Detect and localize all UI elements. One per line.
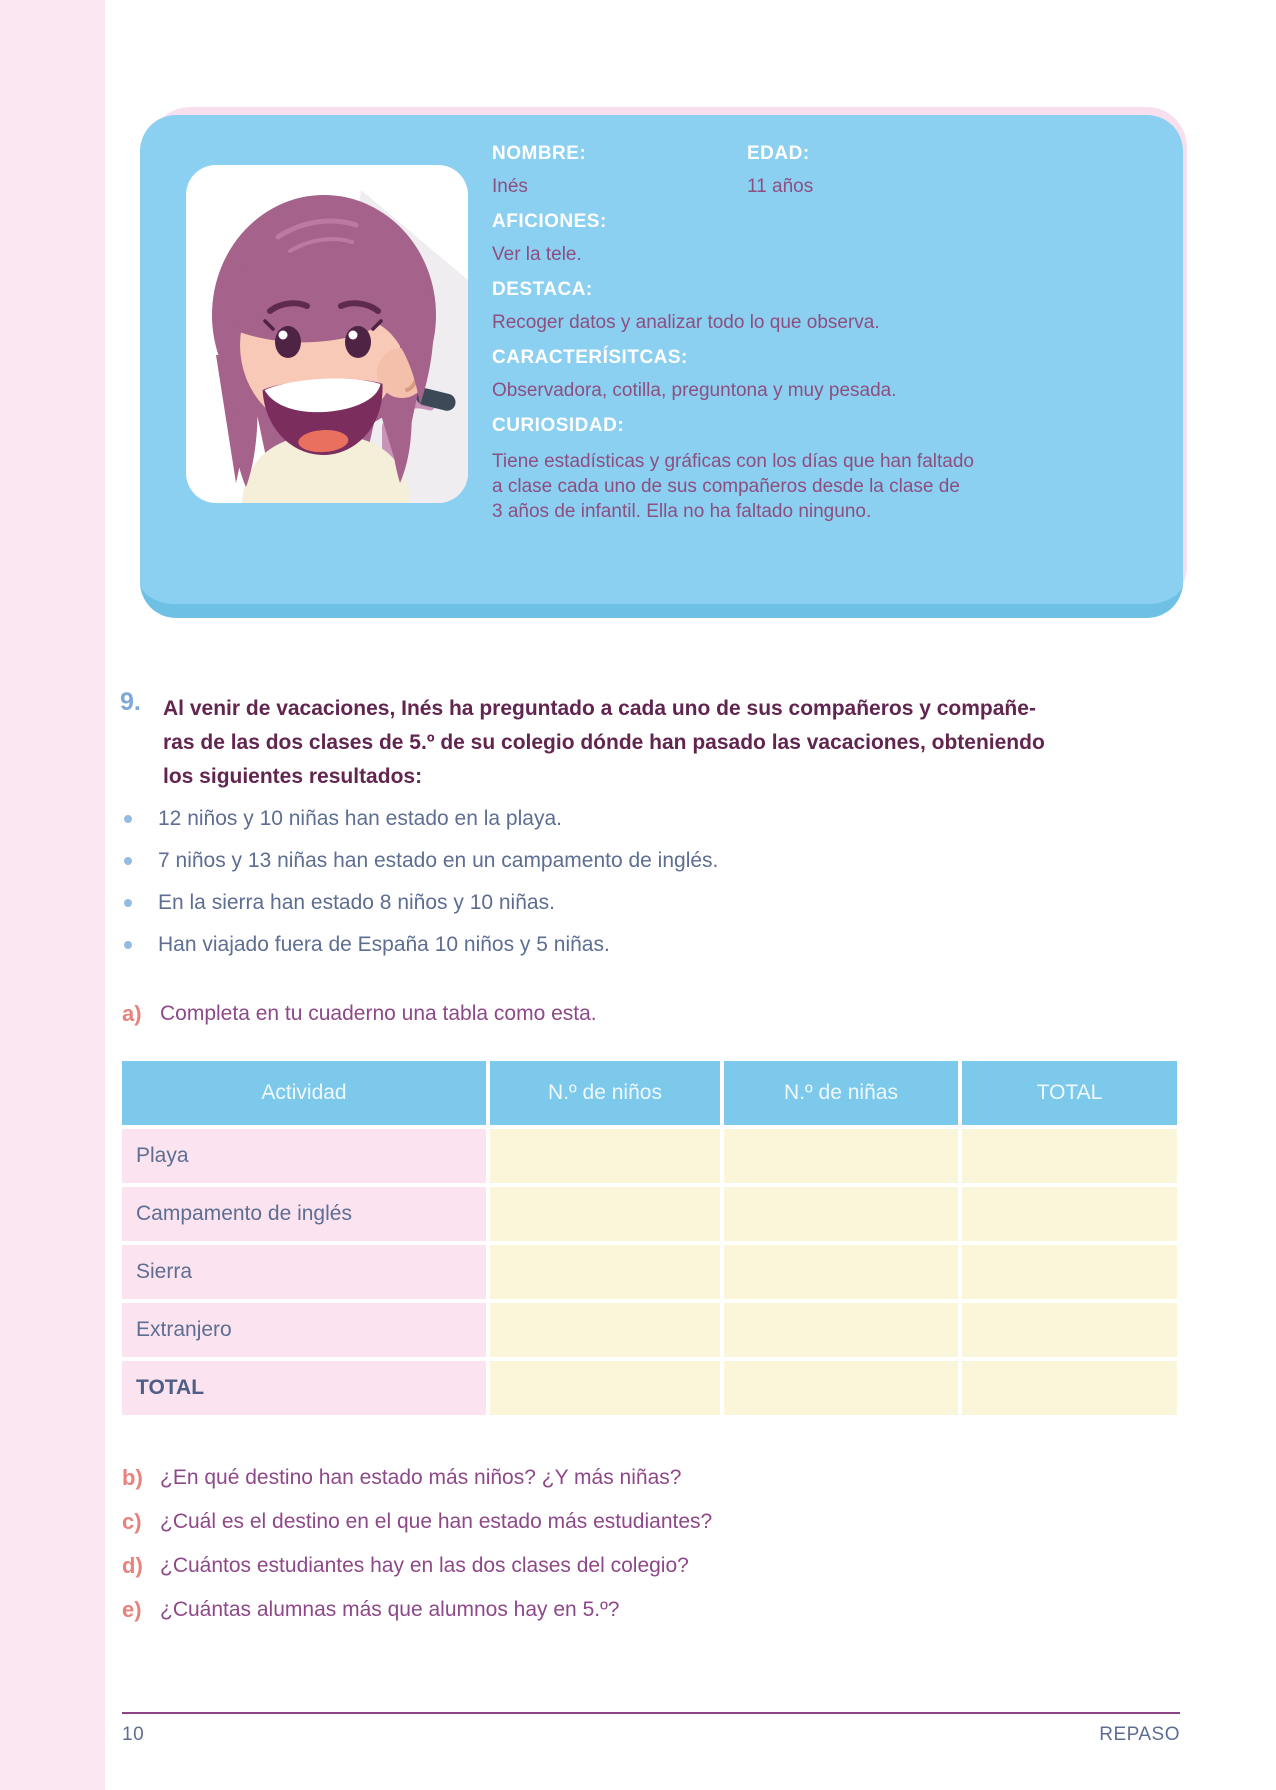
part-e (122, 1596, 619, 1623)
empty-cell (962, 1245, 1177, 1299)
empty-cell (490, 1361, 720, 1415)
field-value-edad: 11 años (747, 176, 814, 197)
row-label-playa: Playa (122, 1129, 486, 1183)
empty-cell (962, 1187, 1177, 1241)
part-c-letter: c) (122, 1509, 142, 1534)
field-label-destaca: DESTACA: (492, 279, 593, 300)
footer-page-number: 10 (122, 1724, 145, 1745)
row-label-sierra: Sierra (122, 1245, 486, 1299)
bullet-text: En la sierra han estado 8 niños y 10 niñas. (158, 891, 555, 914)
bullet-text: Han viajado fuera de España 10 niños y 5 niñas. (158, 933, 610, 956)
curiosidad-line-2: a clase cada uno de sus compañeros desde la clase de (492, 476, 960, 497)
data-bullet-list (124, 806, 718, 974)
list-item (124, 806, 718, 848)
girl-avatar-illustration (186, 165, 468, 503)
table-header-ninos: N.º de niños (490, 1061, 720, 1125)
profile-info (492, 143, 1162, 524)
part-c (122, 1508, 712, 1535)
field-label-nombre: NOMBRE: (492, 143, 587, 164)
empty-cell (490, 1187, 720, 1241)
field-value-curiosidad (492, 449, 1162, 524)
field-value-nombre: Inés (492, 176, 528, 197)
empty-cell (724, 1303, 958, 1357)
empty-cell (724, 1129, 958, 1183)
empty-cell (724, 1245, 958, 1299)
curiosidad-line-3: 3 años de infantil. Ella no ha faltado ninguno. (492, 501, 872, 522)
part-b-letter: b) (122, 1465, 143, 1490)
table-header-ninas: N.º de niñas (724, 1061, 958, 1125)
part-a (122, 1000, 597, 1027)
bullet-text: 12 niños y 10 niñas han estado en la playa. (158, 807, 562, 830)
part-a-text: Completa en tu cuaderno una tabla como esta. (160, 1002, 597, 1025)
list-item (124, 890, 718, 932)
bullet-text: 7 niños y 13 niñas han estado en un campamento de inglés. (158, 849, 719, 872)
exercise-statement (163, 692, 1093, 794)
part-d-text: ¿Cuántos estudiantes hay en las dos clases del colegio? (160, 1554, 689, 1577)
activity-table (122, 1061, 1177, 1415)
footer (122, 1724, 1180, 1746)
empty-cell (962, 1361, 1177, 1415)
part-d (122, 1552, 689, 1579)
profile-card (140, 115, 1183, 618)
part-a-letter: a) (122, 1001, 142, 1026)
field-label-curiosidad: CURIOSIDAD: (492, 415, 625, 436)
empty-cell (490, 1303, 720, 1357)
field-value-aficiones: Ver la tele. (492, 244, 582, 265)
row-label-total: TOTAL (122, 1361, 486, 1415)
statement-line-1: Al venir de vacaciones, Inés ha preguntado a cada uno de sus compañeros y compañe- (163, 697, 1036, 720)
empty-cell (490, 1129, 720, 1183)
part-b (122, 1464, 681, 1491)
page-margin-strip (0, 0, 105, 1790)
empty-cell (962, 1303, 1177, 1357)
field-value-destaca: Recoger datos y analizar todo lo que observa. (492, 312, 880, 333)
bullet-icon (124, 815, 132, 823)
empty-cell (962, 1129, 1177, 1183)
bullet-icon (124, 857, 132, 865)
curiosidad-line-1: Tiene estadísticas y gráficas con los días que han faltado (492, 451, 974, 472)
list-item (124, 932, 718, 974)
list-item (124, 848, 718, 890)
statement-line-3: los siguientes resultados: (163, 765, 423, 788)
part-d-letter: d) (122, 1553, 143, 1578)
field-value-caracteristicas: Observadora, cotilla, preguntona y muy pesada. (492, 380, 897, 401)
bullet-icon (124, 941, 132, 949)
table-header-actividad: Actividad (122, 1061, 486, 1125)
footer-section-label: REPASO (1099, 1724, 1180, 1745)
part-e-letter: e) (122, 1597, 142, 1622)
field-label-aficiones: AFICIONES: (492, 211, 607, 232)
part-e-text: ¿Cuántas alumnas más que alumnos hay en 5.º? (160, 1598, 620, 1621)
exercise-number: 9. (120, 688, 141, 716)
part-b-text: ¿En qué destino han estado más niños? ¿Y más niñas? (160, 1466, 682, 1489)
table-header-total: TOTAL (962, 1061, 1177, 1125)
empty-cell (724, 1361, 958, 1415)
row-label-campamento: Campamento de inglés (122, 1187, 486, 1241)
empty-cell (724, 1187, 958, 1241)
avatar-frame (186, 165, 468, 503)
field-label-caracteristicas: CARACTERÍSITCAS: (492, 347, 688, 368)
row-label-extranjero: Extranjero (122, 1303, 486, 1357)
footer-rule (122, 1712, 1180, 1714)
field-label-edad: EDAD: (747, 143, 810, 164)
empty-cell (490, 1245, 720, 1299)
bullet-icon (124, 899, 132, 907)
part-c-text: ¿Cuál es el destino en el que han estado más estudiantes? (160, 1510, 713, 1533)
statement-line-2: ras de las dos clases de 5.º de su colegio dónde han pasado las vacaciones, obteniendo (163, 731, 1045, 754)
